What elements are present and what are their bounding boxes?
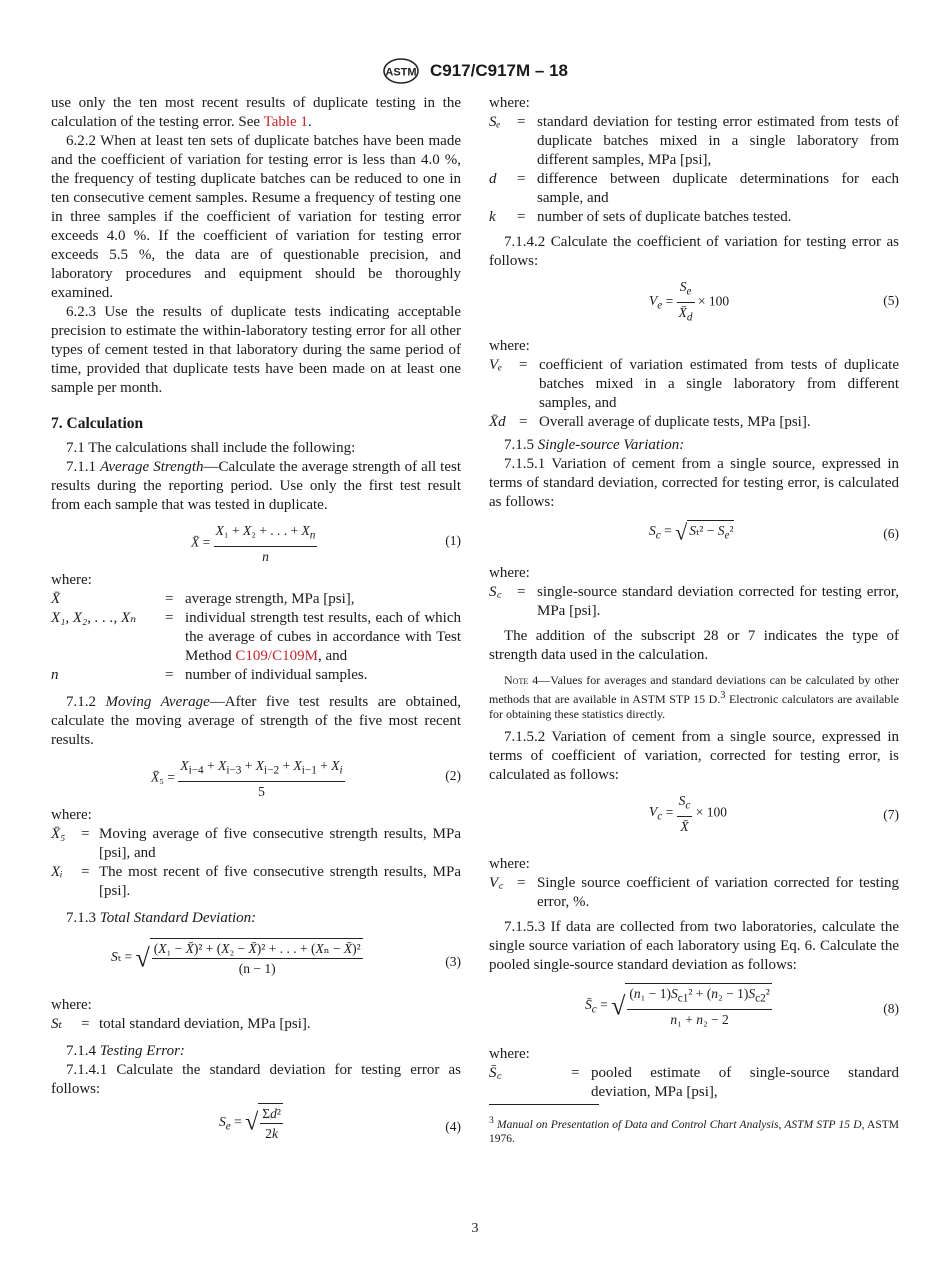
table-1-link[interactable]: Table 1 xyxy=(263,114,308,130)
paragraph-7-1-5-1: 7.1.5.1 Variation of cement from a single source, expressed in terms of standard deviation, corrected for testing error, is calculated as follows: xyxy=(489,456,899,510)
definitions-eq4: Sₑ = standard deviation for testing error estimated from tests of duplicate batches mixed in a single laboratory from different samples, MPa [psi], d = difference between duplicate determinations for each sample, and k = number of sets of duplicate batches tested. xyxy=(489,114,899,225)
document-designation: C917/C917M – 18 xyxy=(430,61,568,80)
where-label: where: xyxy=(51,572,92,588)
paragraph-6-2-3: 6.2.3 Use the results of duplicate tests indicating acceptable precision to estimate the within-laboratory testing error for all other types of cement tested in that laboratory during the same period of time, provided that duplicate tests have been made on at least one sample per month. xyxy=(51,304,461,396)
c109-link[interactable]: C109/C109M xyxy=(235,648,318,664)
equation-4: $S_e$ = √ $\frac{\text{Σd²}}{2k}$ (4) xyxy=(51,1103,461,1153)
astm-logo-icon xyxy=(382,58,420,84)
definitions-eq1: X̄ = average strength, MPa [psi], X₁, X₂, . . ., Xₙ = individual strength test results, each of which the average of cubes in accordance with Test Method C109/C109M, and n = number of individual samples. xyxy=(51,591,461,683)
note-4: Note 4—Values for averages and standard deviations can be calculated by other methods that are available in ASTM STP 15 D.$^3$ Electronic calculators are available for obtaining these statistics directly. xyxy=(489,673,900,721)
paragraph-7-1-5-3: 7.1.5.3 If data are collected from two laboratories, calculate the single source variation of each laboratory using Eq. 6. Calculate the pooled single-source standard deviation as follows: xyxy=(489,919,899,973)
paragraph-7-1-4-1: 7.1.4.1 Calculate the standard deviation for testing error as follows: xyxy=(51,1062,461,1097)
paragraph-7-1: 7.1 The calculations shall include the following: xyxy=(66,440,356,456)
footnote-divider xyxy=(489,1104,599,1105)
definitions-eq2: X̄₅ = Moving average of five consecutive strength results, MPa [psi], and Xᵢ = The most recent of five consecutive strength results, MPa [psi]. xyxy=(51,826,461,899)
paragraph-6-2-2: 6.2.2 When at least ten sets of duplicate batches have been made and the coefficient of variation for testing error is less than 4.0 %, the frequency of testing duplicate batches can be reduced to one in ten consecutive cement samples. Resume a frequency of testing one in three samples if the coefficient of variation for testing error exceeds 4.0 %. If the coefficient of variation for testing error exceeds 5.5 %, the data are of questionable precision, and laboratory procedures and equipment should be thoroughly examined. xyxy=(51,133,461,301)
footnote-3: $^3$ Manual on Presentation of Data and Control Chart Analysis, ASTM STP 15 D, ASTM 1976. xyxy=(489,1115,899,1145)
definitions-eq7: V꜀ = Single source coefficient of variation corrected for testing error, %. xyxy=(489,875,899,910)
paragraph-7-1-5-2: 7.1.5.2 Variation of cement from a single source, expressed in terms of coefficient of variation, corrected for testing error, is calculated as follows: xyxy=(489,729,899,783)
equation-6: $S_c$ = √ $S_t^2 - S_e^2$ (6) xyxy=(649,519,899,545)
equation-3: Sₜ = √ $\frac{\text{(X₁ − X̄)² + (X₂ − X̄)² + . . . + (Xₙ − X̄)²}}{(n - 1)}$ (3) xyxy=(51,934,461,990)
equation-1: X̄ = $\frac{X_1 + X_2 + . . . + X_n}{n}$ (1) xyxy=(191,523,461,564)
definitions-eq6: S꜀ = single-source standard deviation corrected for testing error, MPa [psi]. xyxy=(489,584,899,619)
paragraph-7-1-4: 7.1.4 Testing Error: xyxy=(66,1043,185,1059)
definitions-eq5: Vₑ = coefficient of variation estimated from tests of duplicate batches mixed in a single laboratory from different samples, and X̄d = Overall average of duplicate tests, MPa [psi]. xyxy=(489,357,899,430)
paragraph-subscript: The addition of the subscript 28 or 7 indicates the type of strength data used in the calculation. xyxy=(489,628,899,663)
where-label: where: xyxy=(489,95,530,111)
equation-8: $S̄_c$ = √ $\frac{(n_1 - 1)S_{c1}^2 + (n_2 - 1)S_{c2}^2}{\text{n₁ + n₂ − 2}}$ (8) xyxy=(489,981,899,1039)
definitions-eq3: Sₜ = total standard deviation, MPa [psi]. xyxy=(51,1016,311,1032)
paragraph-7-1-4-2: 7.1.4.2 Calculate the coefficient of variation for testing error as follows: xyxy=(489,234,899,269)
paragraph-7-1-2: 7.1.2 Moving Average—After five test results are obtained, calculate the moving average of strength of the five most recent results. xyxy=(51,694,462,748)
equation-2: X̄₅ = $\frac{X_{i-4} + X_{i-3} + X_{i-2} + X_{i-1} + X_i}{5}$ (2) xyxy=(151,758,461,799)
section-heading-calculation: 7. Calculation xyxy=(51,415,144,432)
paragraph-7-1-1: 7.1.1 Average Strength—Calculate the average strength of all test results during the reporting period. Use only the first test result from each sample that was tested in duplicate. xyxy=(51,459,462,513)
page-header xyxy=(0,58,950,84)
equation-7: $V_c$ = $\frac{S_c}{X̄}$ × 100 (7) xyxy=(649,793,899,834)
paragraph-6-2-1-tail: use only the ten most recent results of duplicate testing in the calculation of the testing error. See Table 1. xyxy=(51,95,461,130)
page-number: 3 xyxy=(471,1221,479,1236)
svg-text:ASTM: ASTM xyxy=(385,66,417,79)
definitions-eq8: S̄꜀ = pooled estimate of single-source standard deviation, MPa [psi], xyxy=(489,1065,899,1100)
equation-5: $V_e$ = $\frac{S_e}{X̄_d}$ × 100 (5) xyxy=(649,279,899,324)
paragraph-7-1-5: 7.1.5 Single-source Variation: xyxy=(504,437,685,453)
left-column: use only the ten most recent results of duplicate testing in the calculation of the testing error. See Table 1. 6.2.2 When at least ten sets of duplicate batches have been made and the coefficient of variation for testing error is less than 4.0 %, the frequency of testing duplicate batches can be reduced to one in ten consecutive cement samples. Resume a frequency of testing one in three samples if the coefficient of variation for testing error exceeds 4.0 %. If the coefficient of variation for testing error exceeds 5.5 %, the data are of questionable precision, and laboratory procedures and equipment should be thoroughly examined. 6.2.3 Use the results of duplicate tests indicating acceptable precision to estimate the within-laboratory testing error for all other types of cement tested in that laboratory during the same period of time, provided that duplicate tests have been made on at least one sample per month. 7. Calculation 7.1 The calculations shall include the following: 7.1.1 Average Strength—Calculate the average strength of all test results during the reporting period. Use only the first test result from each sample that was tested in duplicate. X̄ = $\frac{X_1 + X_2 + . . . + X_n}{n}$ (1) where: X̄ = average strength, MPa [psi], X₁, X₂, . . ., Xₙ = individual strength test results, each of which the average of cubes in accordance with Test Method C109/C109M, and n = number of individual samples. 7.1.2 Moving Average—After five test results are obtained, calculate the moving average of strength of the five most recent results. X̄₅ = $\frac{X_{i-4} + X_{i-3} + X_{i-2} + X_{i-1} + X_i}{5}$ (2) where: X̄₅ = Moving average of five consecutive strength results, MPa [psi], and Xᵢ = The most recent of five consecutive strength results, MPa [psi]. 7.1.3 Total Standard Deviation: Sₜ = √ $\frac{\text{(X₁ − X̄)² + (X₂ − X̄)² + . . . + (Xₙ − X̄)²}}{(n - 1)}$ (3) where: Sₜ = total standard deviation, MPa [psi]. 7.1.4 Testing Error: 7.1.4.1 Calculate the standard deviation for testing error as follows: $S_e$ = √ $\frac{\text{Σd²}}{2k}$ (4) xyxy=(51,94,461,1153)
paragraph-7-1-3: 7.1.3 Total Standard Deviation: xyxy=(66,910,257,926)
right-column: where: Sₑ = standard deviation for testing error estimated from tests of duplicate batches mixed in a single laboratory from different samples, MPa [psi], d = difference between duplicate determinations for each sample, and k = number of sets of duplicate batches tested. 7.1.4.2 Calculate the coefficient of variation for testing error as follows: $V_e$ = $\frac{S_e}{X̄_d}$ × 100 (5) where: Vₑ = coefficient of variation estimated from tests of duplicate batches mixed in a single laboratory from different samples, and X̄d = Overall average of duplicate tests, MPa [psi]. 7.1.5 Single-source Variation: 7.1.5.1 Variation of cement from a single source, expressed in terms of standard deviation, corrected for testing error, is calculated as follows: $S_c$ = √ $S_t^2 - S_e^2$ (6) where: S꜀ = single-source standard deviation corrected for testing error, MPa [psi]. The addition of the subscript 28 or 7 indicates the type of strength data used in the calculation. Note 4—Values for averages and standard deviations can be calculated by other methods that are available in ASTM STP 15 D.$^3$ Electronic calculators are available for obtaining these statistics directly. 7.1.5.2 Variation of cement from a single source, expressed in terms of coefficient of variation, corrected for testing error, is calculated as follows: $V_c$ = $\frac{S_c}{X̄}$ × 100 (7) where: V꜀ = Single source coefficient of variation corrected for testing error, %. 7.1.5.3 If data are collected from two laboratories, calculate the single source variation of each laboratory using Eq. 6. Calculate the pooled single-source standard deviation as follows: $S̄_c$ = √ $\frac{(n_1 - 1)S_{c1}^2 + (n_2 - 1)S_{c2}^2}{\text{n₁ + n₂ − 2}}$ (8) where: S̄꜀ = pooled estimate of single-source standard deviation, MPa [psi], xyxy=(489,95,900,1100)
